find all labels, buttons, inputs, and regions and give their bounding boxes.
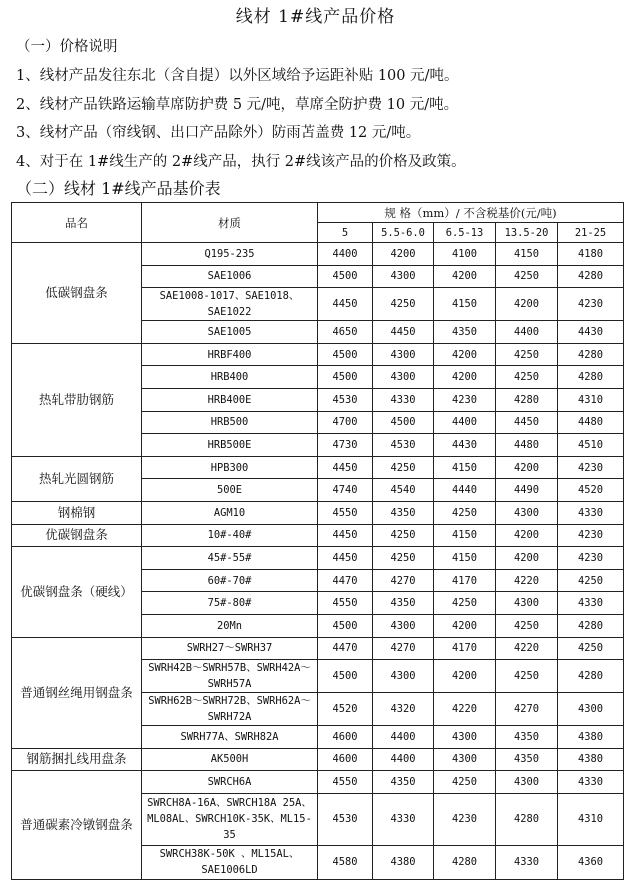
price-cell: 4470 [318, 637, 373, 660]
price-cell: 4300 [373, 660, 434, 693]
header-spec: 13.5-20 [496, 223, 558, 243]
header-spec: 21-25 [558, 223, 624, 243]
price-cell: 4280 [558, 343, 624, 366]
price-cell: 4280 [558, 614, 624, 637]
product-name-cell: 普通钢丝绳用钢盘条 [12, 637, 142, 748]
price-note: 2、线材产品铁路运输草席防护费 5 元/吨，草席全防护费 10 元/吨。 [16, 97, 459, 113]
product-name-cell: 优碳钢盘条 [12, 524, 142, 547]
price-cell: 4380 [373, 845, 434, 879]
price-cell: 4310 [558, 388, 624, 411]
price-cell: 4500 [318, 614, 373, 637]
product-name-cell: 优碳钢盘条（硬线） [12, 547, 142, 637]
price-cell: 4250 [434, 771, 496, 794]
material-cell: SWRCH8A-16A、SWRCH18A 25A、ML08AL、SWRCH10K-35K、ML15-35 [142, 793, 318, 845]
price-cell: 4270 [496, 693, 558, 726]
price-cell: 4170 [434, 569, 496, 592]
material-cell: SWRH77A、SWRH82A [142, 726, 318, 749]
price-cell: 4350 [373, 592, 434, 615]
price-cell: 4520 [318, 693, 373, 726]
price-cell: 4330 [373, 388, 434, 411]
material-cell: SWRCH38K-50K 、ML15AL、SAE1006LD [142, 845, 318, 879]
table-row [12, 524, 624, 547]
price-cell: 4250 [496, 660, 558, 693]
price-cell: 4330 [373, 793, 434, 845]
material-cell: 60#-70# [142, 569, 318, 592]
price-cell: 4510 [558, 434, 624, 457]
price-cell: 4330 [558, 771, 624, 794]
price-note: 3、线材产品（帘线钢、出口产品除外）防雨苫盖费 12 元/吨。 [16, 125, 421, 141]
price-cell: 4450 [373, 321, 434, 344]
material-cell: SWRH27～SWRH37 [142, 637, 318, 660]
price-cell: 4250 [373, 288, 434, 321]
price-cell: 4250 [434, 592, 496, 615]
price-cell: 4470 [318, 569, 373, 592]
price-cell: 4330 [496, 845, 558, 879]
price-cell: 4300 [496, 501, 558, 524]
price-cell: 4300 [496, 592, 558, 615]
product-name-cell: 低碳钢盘条 [12, 243, 142, 344]
price-cell: 4500 [318, 366, 373, 389]
price-cell: 4280 [558, 366, 624, 389]
price-cell: 4220 [496, 637, 558, 660]
price-cell: 4280 [558, 660, 624, 693]
price-cell: 4530 [373, 434, 434, 457]
header-product-name: 品名 [12, 203, 142, 243]
price-cell: 4150 [434, 456, 496, 479]
price-cell: 4300 [373, 265, 434, 288]
price-cell: 4350 [373, 771, 434, 794]
price-cell: 4200 [434, 343, 496, 366]
product-name-cell: 热轧光圆钢筋 [12, 456, 142, 501]
price-cell: 4250 [558, 569, 624, 592]
material-cell: 20Mn [142, 614, 318, 637]
price-cell: 4300 [496, 771, 558, 794]
price-cell: 4350 [496, 748, 558, 771]
price-table-body [12, 243, 624, 880]
price-cell: 4490 [496, 479, 558, 502]
material-cell: Q195-235 [142, 243, 318, 266]
price-cell: 4320 [373, 693, 434, 726]
material-cell: 75#-80# [142, 592, 318, 615]
price-cell: 4150 [496, 243, 558, 266]
price-cell: 4230 [558, 456, 624, 479]
price-cell: 4280 [434, 845, 496, 879]
material-cell: HRBF400 [142, 343, 318, 366]
price-cell: 4530 [318, 793, 373, 845]
price-cell: 4280 [496, 793, 558, 845]
price-cell: 4300 [434, 748, 496, 771]
price-cell: 4580 [318, 845, 373, 879]
material-cell: AGM10 [142, 501, 318, 524]
price-cell: 4250 [434, 501, 496, 524]
price-cell: 4350 [496, 726, 558, 749]
base-price-table [11, 202, 624, 880]
price-cell: 4220 [496, 569, 558, 592]
price-cell: 4250 [373, 456, 434, 479]
price-cell: 4230 [558, 524, 624, 547]
price-cell: 4250 [373, 524, 434, 547]
header-spec: 6.5-13 [434, 223, 496, 243]
price-cell: 4270 [373, 637, 434, 660]
price-cell: 4200 [434, 614, 496, 637]
price-cell: 4250 [558, 637, 624, 660]
price-cell: 4300 [434, 726, 496, 749]
material-cell: 500E [142, 479, 318, 502]
price-cell: 4200 [496, 456, 558, 479]
price-cell: 4170 [434, 637, 496, 660]
material-cell: HRB500E [142, 434, 318, 457]
price-cell: 4350 [373, 501, 434, 524]
price-cell: 4450 [318, 524, 373, 547]
material-cell: HPB300 [142, 456, 318, 479]
price-cell: 4150 [434, 547, 496, 570]
product-name-cell: 钢筋捆扎线用盘条 [12, 748, 142, 771]
material-cell: SAE1008-1017、SAE1018、SAE1022 [142, 288, 318, 321]
price-cell: 4300 [373, 366, 434, 389]
price-cell: 4520 [558, 479, 624, 502]
price-cell: 4200 [434, 265, 496, 288]
material-cell: SAE1005 [142, 321, 318, 344]
price-cell: 4550 [318, 592, 373, 615]
price-cell: 4360 [558, 845, 624, 879]
price-cell: 4230 [434, 793, 496, 845]
price-cell: 4550 [318, 771, 373, 794]
table-row [12, 343, 624, 366]
price-cell: 4400 [434, 411, 496, 434]
price-cell: 4270 [373, 569, 434, 592]
product-name-cell: 热轧带肋钢筋 [12, 343, 142, 456]
price-cell: 4250 [496, 343, 558, 366]
header-material: 材质 [142, 203, 318, 243]
price-cell: 4450 [318, 288, 373, 321]
price-cell: 4400 [496, 321, 558, 344]
price-cell: 4540 [373, 479, 434, 502]
price-cell: 4200 [496, 288, 558, 321]
price-cell: 4530 [318, 388, 373, 411]
price-note: 4、对于在 1#线生产的 2#线产品，执行 2#线该产品的价格及政策。 [16, 154, 466, 170]
price-cell: 4330 [558, 501, 624, 524]
price-cell: 4400 [373, 726, 434, 749]
table-row [12, 748, 624, 771]
price-cell: 4730 [318, 434, 373, 457]
price-cell: 4380 [558, 726, 624, 749]
product-name-cell: 普通碳素冷镦钢盘条 [12, 771, 142, 880]
price-cell: 4430 [558, 321, 624, 344]
price-cell: 4200 [496, 524, 558, 547]
price-cell: 4200 [373, 243, 434, 266]
price-cell: 4220 [434, 693, 496, 726]
price-cell: 4100 [434, 243, 496, 266]
price-cell: 4200 [496, 547, 558, 570]
table-row [12, 243, 624, 266]
price-cell: 4230 [434, 388, 496, 411]
material-cell: SWRH42B～SWRH57B、SWRH42A～SWRH57A [142, 660, 318, 693]
product-name-cell: 钢棉钢 [12, 501, 142, 524]
price-cell: 4300 [373, 343, 434, 366]
material-cell: 45#-55# [142, 547, 318, 570]
price-cell: 4600 [318, 748, 373, 771]
price-cell: 4500 [318, 343, 373, 366]
price-cell: 4480 [496, 434, 558, 457]
price-cell: 4200 [434, 366, 496, 389]
material-cell: SWRH62B～SWRH72B、SWRH62A～SWRH72A [142, 693, 318, 726]
price-cell: 4480 [558, 411, 624, 434]
price-cell: 4740 [318, 479, 373, 502]
price-cell: 4300 [373, 614, 434, 637]
material-cell: AK500H [142, 748, 318, 771]
material-cell: SAE1006 [142, 265, 318, 288]
price-cell: 4300 [558, 693, 624, 726]
price-cell: 4350 [434, 321, 496, 344]
table-row [12, 637, 624, 660]
price-cell: 4430 [434, 434, 496, 457]
page-title: 线材 1#线产品价格 [235, 7, 396, 27]
price-cell: 4400 [318, 243, 373, 266]
material-cell: 10#-40# [142, 524, 318, 547]
section-heading-base-price: （二）线材 1#线产品基价表 [16, 179, 221, 198]
price-cell: 4500 [318, 265, 373, 288]
material-cell: SWRCH6A [142, 771, 318, 794]
price-cell: 4230 [558, 288, 624, 321]
price-cell: 4650 [318, 321, 373, 344]
price-cell: 4450 [496, 411, 558, 434]
price-cell: 4150 [434, 524, 496, 547]
price-cell: 4250 [496, 265, 558, 288]
price-cell: 4500 [373, 411, 434, 434]
price-cell: 4700 [318, 411, 373, 434]
price-note: 1、线材产品发往东北（含自提）以外区域给予运距补贴 100 元/吨。 [16, 68, 459, 84]
table-row [12, 547, 624, 570]
price-cell: 4440 [434, 479, 496, 502]
price-cell: 4310 [558, 793, 624, 845]
price-cell: 4150 [434, 288, 496, 321]
price-cell: 4450 [318, 456, 373, 479]
price-cell: 4180 [558, 243, 624, 266]
price-cell: 4450 [318, 547, 373, 570]
price-cell: 4280 [496, 388, 558, 411]
price-cell: 4600 [318, 726, 373, 749]
material-cell: HRB500 [142, 411, 318, 434]
price-cell: 4550 [318, 501, 373, 524]
price-cell: 4250 [496, 366, 558, 389]
price-cell: 4250 [373, 547, 434, 570]
section-heading-price-notes: （一）价格说明 [16, 39, 118, 55]
table-row [12, 501, 624, 524]
header-spec: 5 [318, 223, 373, 243]
price-cell: 4380 [558, 748, 624, 771]
material-cell: HRB400E [142, 388, 318, 411]
price-cell: 4280 [558, 265, 624, 288]
table-row [12, 456, 624, 479]
price-cell: 4500 [318, 660, 373, 693]
price-cell: 4250 [496, 614, 558, 637]
header-spec-price: 规 格（mm）/ 不含税基价(元/吨) [318, 203, 624, 223]
price-cell: 4330 [558, 592, 624, 615]
price-cell: 4400 [373, 748, 434, 771]
table-row [12, 771, 624, 794]
header-spec: 5.5-6.0 [373, 223, 434, 243]
price-cell: 4230 [558, 547, 624, 570]
material-cell: HRB400 [142, 366, 318, 389]
price-cell: 4200 [434, 660, 496, 693]
